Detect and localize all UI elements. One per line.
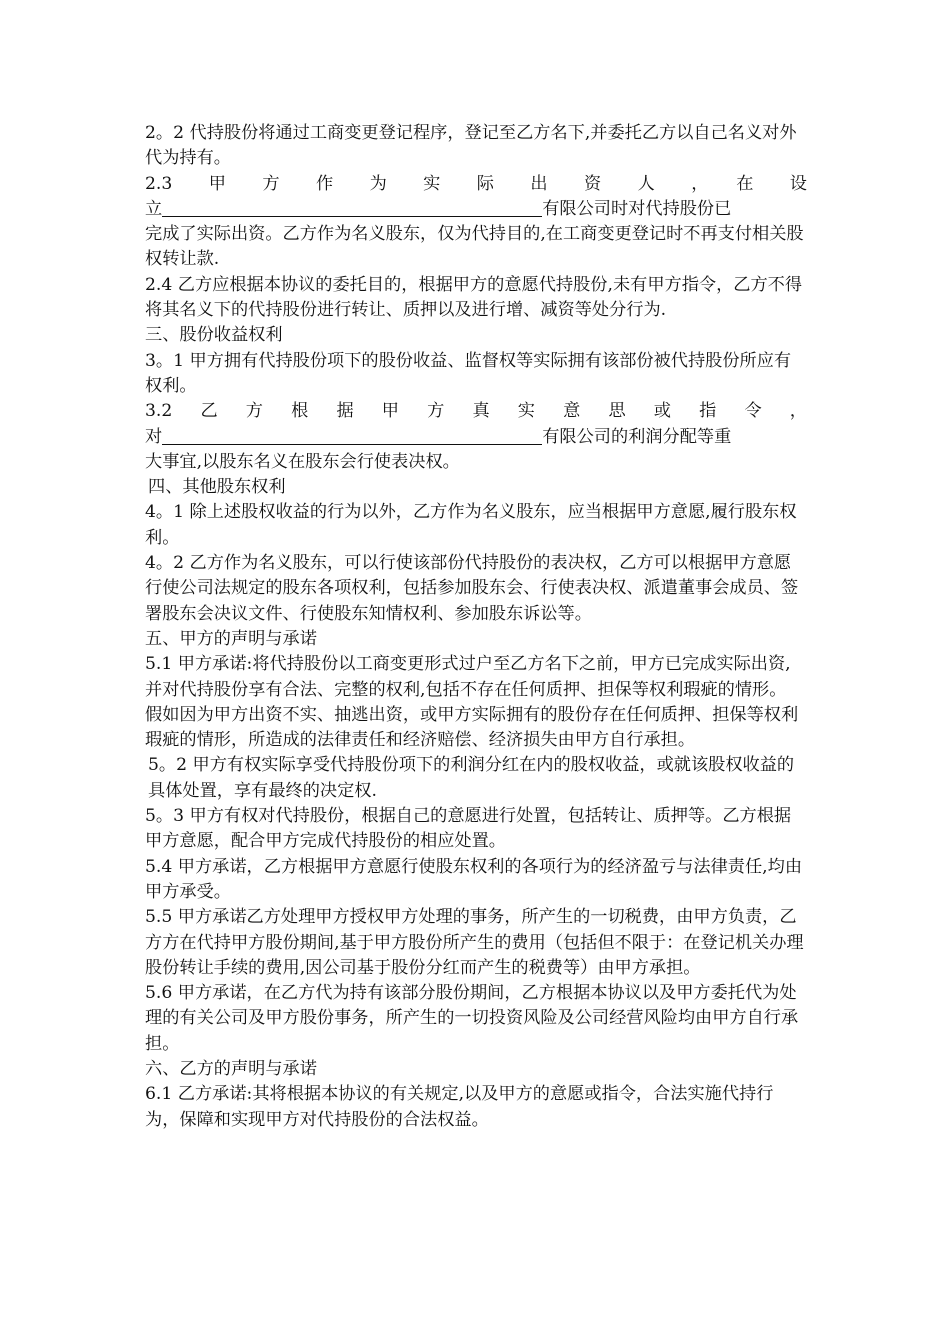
company-name-blank bbox=[162, 198, 542, 217]
section-5-heading: 五、甲方的声明与承诺 bbox=[145, 628, 317, 649]
clause-5-3: 5。3 甲方有权对代持股份，根据自己的意愿进行处置，包括转让、质押等。乙方根据甲方意愿，配合甲方完成代持股份的相应处置。 bbox=[145, 806, 792, 852]
clause-5-2: 5。2 甲方有权实际享受代持股份项下的利润分红在内的股权收益，或就该股权收益的具体处置，享有最终的决定权. bbox=[148, 755, 795, 801]
clause-4-2: 4。2 乙方作为名义股东，可以行使该部份代持股份的表决权，乙方可以根据甲方意愿行使公司法规定的股东各项权利，包括参加股东会、行使表决权、派遣董事会成员、签署股东会决议文件、行使股东知情权利、参加股东诉讼等。 bbox=[145, 553, 799, 624]
clause-5-6: 5.6 甲方承诺，在乙方代为持有该部分股份期间，乙方根据本协议以及甲方委托代为处理的有关公司及甲方股份事务，所产生的一切投资风险及公司经营风险均由甲方自行承担。 bbox=[145, 983, 799, 1054]
clause-5-5: 5.5 甲方承诺乙方处理甲方授权甲方处理的事务，所产生的一切税费，由甲方负责，乙方方在代持甲方股份期间,基于甲方股份所产生的费用（包括但不限于：在登记机关办理股份转让手续的费用,因公司基于股份分红而产生的税费等）由甲方承担。 bbox=[145, 907, 804, 978]
clause-2-3-line1: 2.3 甲 方 作 为 实 际 出 资 人 ， 在 设 bbox=[145, 173, 807, 194]
clause-2-3-prefix: 立 bbox=[145, 198, 163, 219]
clause-3-2-suffix: 有限公司的利润分配等重 bbox=[542, 426, 732, 447]
clause-2-3-suffix: 有限公司时对代持股份已 bbox=[542, 198, 732, 219]
clause-3-2-line1: 3.2 乙 方 根 据 甲 方 真 实 意 思 或 指 令 ， bbox=[145, 401, 807, 422]
clause-3-1: 3。1 甲方拥有代持股份项下的股份收益、监督权等实际拥有该部份被代持股份所应有权利。 bbox=[145, 350, 792, 396]
clause-5-4: 5.4 甲方承诺，乙方根据甲方意愿行使股东权利的各项行为的经济盈亏与法律责任,均由甲方承受。 bbox=[145, 856, 803, 902]
section-3-heading: 三、股份收益权利 bbox=[145, 325, 283, 346]
clause-6-1: 6.1 乙方承诺:其将根据本协议的有关规定,以及甲方的意愿或指令，合法实施代持行为，保障和实现甲方对代持股份的合法权益。 bbox=[145, 1084, 774, 1130]
clause-2-3-blank-line bbox=[145, 197, 807, 222]
clause-2-4: 2.4 乙方应根据本协议的委托目的，根据甲方的意愿代持股份,未有甲方指令，乙方不得将其名义下的代持股份进行转让、质押以及进行增、减资等处分行为. bbox=[145, 274, 803, 321]
clause-3-2-prefix: 对 bbox=[145, 426, 163, 447]
clause-4-1: 4。1 除上述股权收益的行为以外，乙方作为名义股东，应当根据甲方意愿,履行股东权利。 bbox=[145, 502, 797, 548]
clause-2-3-rest: 完成了实际出资。乙方作为名义股东，仅为代持目的,在工商变更登记时不再支付相关股权转让款. bbox=[145, 224, 804, 270]
clause-3-2-blank-line bbox=[145, 425, 807, 450]
clause-3-2-rest: 大事宜,以股东名义在股东会行使表决权。 bbox=[145, 451, 460, 472]
clause-2-2: 2。2 代持股份将通过工商变更登记程序，登记至乙方名下,并委托乙方以自己名义对外代为持有。 bbox=[145, 123, 797, 169]
company-name-blank bbox=[162, 426, 542, 445]
section-6-heading: 六、乙方的声明与承诺 bbox=[145, 1058, 317, 1079]
section-4-heading: 四、其他股东权利 bbox=[148, 477, 286, 498]
clause-5-1: 5.1 甲方承诺:将代持股份以工商变更形式过户至乙方名下之前，甲方已完成实际出资,并对代持股份享有合法、完整的权利,包括不存在任何质押、担保等权利瑕疵的情形。 假如因为甲方出资不实、抽逃出资，或甲方实际拥有的股份存在任何质押、担保等权利瑕疵的情形，所造成的法律责任和经济赔偿、经济损失由甲方自行承担。 bbox=[145, 654, 799, 751]
